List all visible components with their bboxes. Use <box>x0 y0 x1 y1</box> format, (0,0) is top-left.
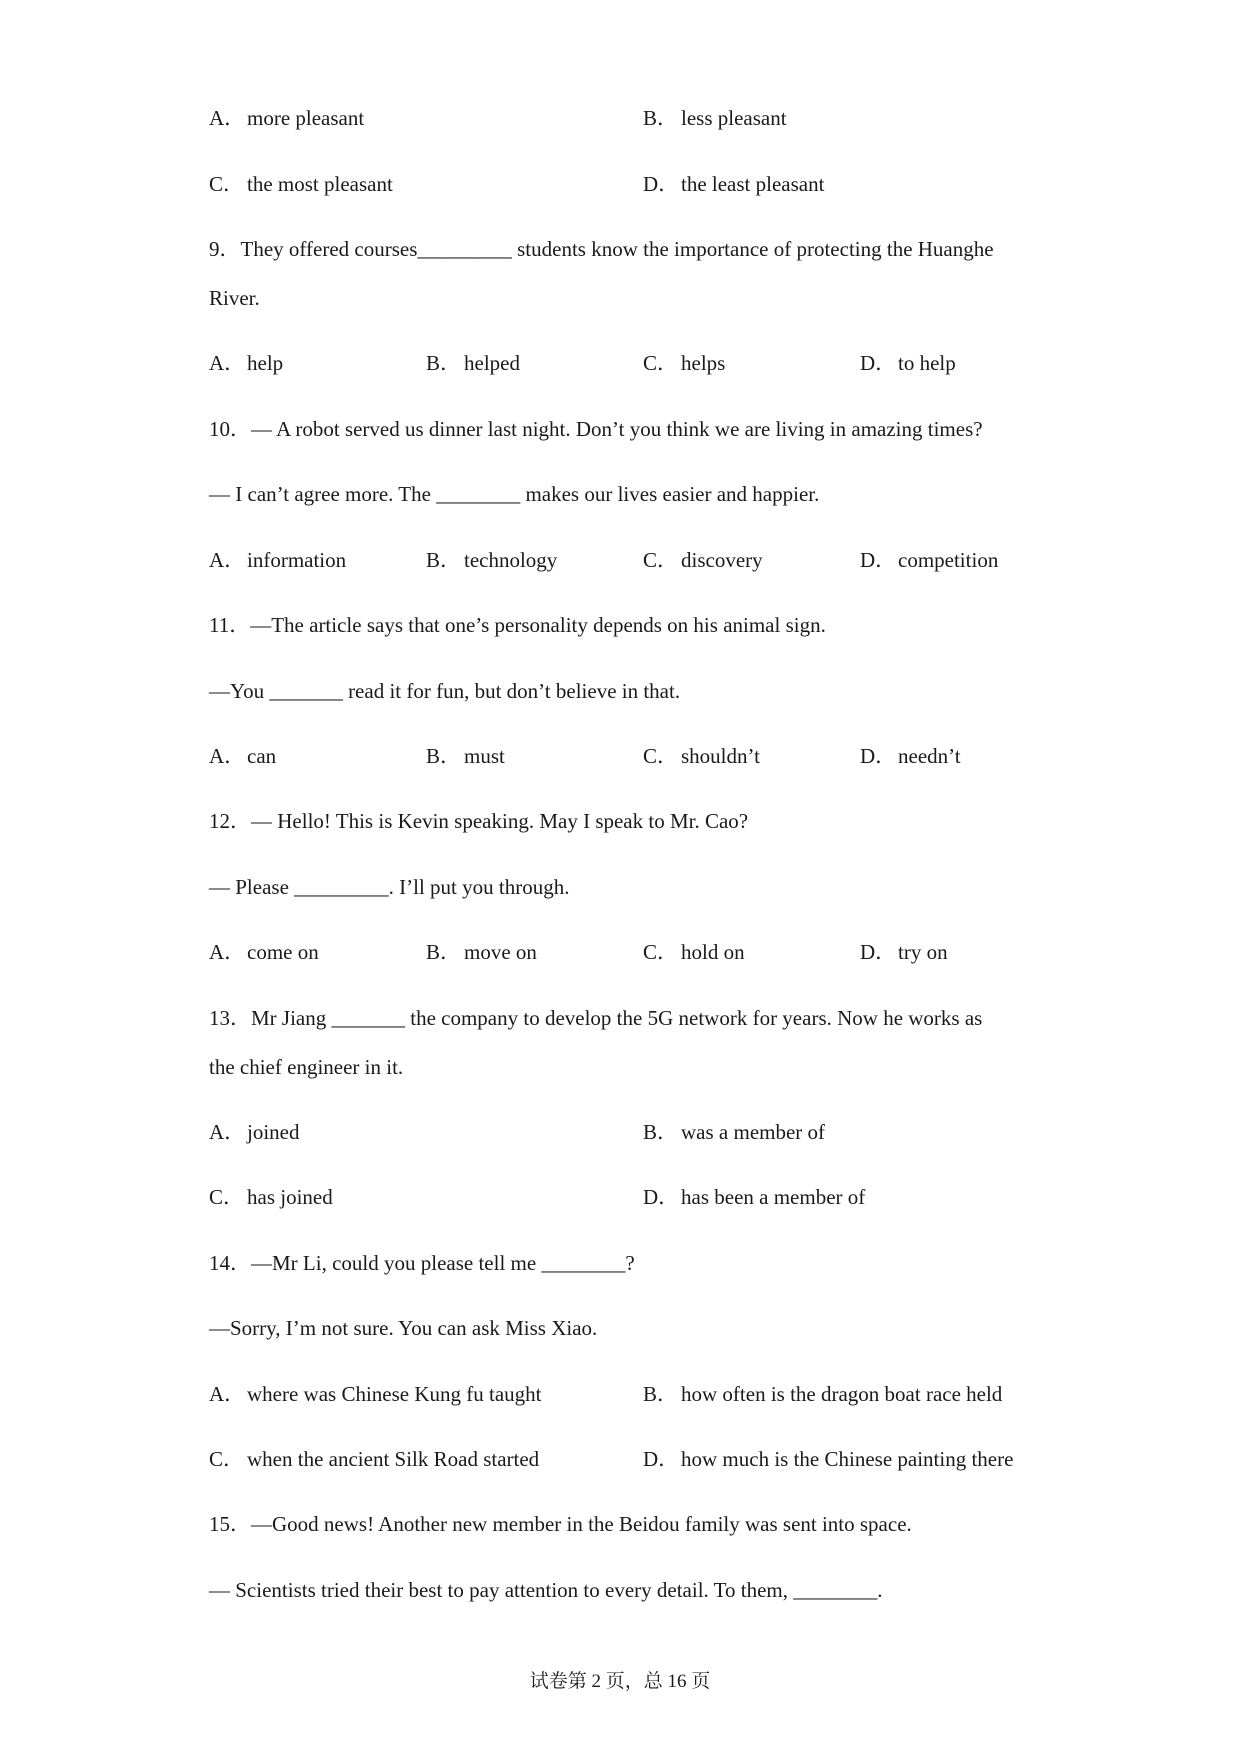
option-letter: C． <box>643 940 679 964</box>
option-text: can <box>247 744 277 768</box>
option-text: when the ancient Silk Road started <box>247 1447 540 1471</box>
q8-option-b <box>643 108 787 129</box>
q12-option-a <box>209 942 319 963</box>
option-text: move on <box>464 940 537 964</box>
option-letter: D． <box>860 744 897 768</box>
q13-option-d <box>643 1187 865 1208</box>
q8-option-a <box>209 108 364 129</box>
q10-option-b <box>426 550 557 571</box>
q12-option-b <box>426 942 537 963</box>
option-letter: A． <box>209 1120 246 1144</box>
option-text: how much is the Chinese painting there <box>681 1447 1014 1471</box>
option-text: joined <box>247 1120 300 1144</box>
option-text: discovery <box>681 548 763 572</box>
q14-option-b <box>643 1384 1002 1405</box>
option-letter: A． <box>209 940 246 964</box>
q9-option-c <box>643 353 725 374</box>
q14-option-d <box>643 1449 1013 1470</box>
q14-stem-line-1: 14．—Mr Li, could you please tell me ________? <box>209 1251 635 1275</box>
q13-option-c <box>209 1187 333 1208</box>
option-letter: C． <box>643 548 679 572</box>
option-letter: D． <box>860 548 897 572</box>
option-letter: D． <box>643 1185 680 1209</box>
q11-stem-line-1: 11．—The article says that one’s personality depends on his animal sign. <box>209 613 826 637</box>
option-letter: B． <box>426 940 462 964</box>
option-text: has joined <box>247 1185 333 1209</box>
q11-option-b <box>426 746 505 767</box>
option-text: competition <box>898 548 999 572</box>
option-text: shouldn’t <box>681 744 760 768</box>
option-letter: A． <box>209 351 246 375</box>
q9-option-d <box>860 353 956 374</box>
option-text: to help <box>898 351 956 375</box>
q13-stem-line-1: 13．Mr Jiang _______ the company to develop the 5G network for years. Now he works as <box>209 1006 983 1030</box>
option-letter: B． <box>426 548 462 572</box>
q13-stem-line-2: the chief engineer in it. <box>209 1055 404 1079</box>
option-text: technology <box>464 548 558 572</box>
option-letter: C． <box>209 1185 245 1209</box>
option-text: the most pleasant <box>247 172 393 196</box>
option-text: help <box>247 351 284 375</box>
q14-option-a <box>209 1384 542 1405</box>
q8-option-d <box>643 174 824 195</box>
q11-option-c <box>643 746 760 767</box>
option-text: where was Chinese Kung fu taught <box>247 1382 542 1406</box>
q10-option-d <box>860 550 998 571</box>
option-text: needn’t <box>898 744 961 768</box>
option-text: less pleasant <box>681 106 787 130</box>
q13-option-a <box>209 1122 300 1143</box>
option-letter: A． <box>209 548 246 572</box>
option-letter: D． <box>860 940 897 964</box>
option-text: more pleasant <box>247 106 365 130</box>
page-footer: 试卷第 2 页，总 16 页 <box>529 1671 711 1692</box>
option-letter: C． <box>209 172 245 196</box>
q14-option-c <box>209 1449 539 1470</box>
option-text: was a member of <box>681 1120 826 1144</box>
q11-option-d <box>860 746 961 767</box>
q10-option-c <box>643 550 763 571</box>
option-text: helped <box>464 351 520 375</box>
q10-stem-line-1: 10．— A robot served us dinner last night. Don’t you think we are living in amazing times? <box>209 417 983 441</box>
option-letter: B． <box>426 744 462 768</box>
option-text: how often is the dragon boat race held <box>681 1382 1003 1406</box>
option-letter: C． <box>643 744 679 768</box>
q14-stem-line-2: —Sorry, I’m not sure. You can ask Miss Xiao. <box>209 1316 598 1340</box>
q12-stem-line-1: 12．— Hello! This is Kevin speaking. May I speak to Mr. Cao? <box>209 809 749 833</box>
q9-stem-line-2: River. <box>209 286 260 310</box>
q15-stem-line-2: — Scientists tried their best to pay attention to every detail. To them, ________. <box>209 1578 883 1602</box>
q15-stem-line-1: 15．—Good news! Another new member in the Beidou family was sent into space. <box>209 1512 912 1536</box>
option-text: come on <box>247 940 319 964</box>
q12-stem-line-2: — Please _________. I’ll put you through. <box>209 875 570 899</box>
q9-option-b <box>426 353 520 374</box>
option-letter: D． <box>643 172 680 196</box>
option-letter: B． <box>643 1382 679 1406</box>
q10-stem-line-2: — I can’t agree more. The ________ makes our lives easier and happier. <box>209 482 820 506</box>
option-letter: B． <box>426 351 462 375</box>
option-text: must <box>464 744 505 768</box>
option-letter: B． <box>643 1120 679 1144</box>
q12-option-c <box>643 942 745 963</box>
option-letter: D． <box>860 351 897 375</box>
option-letter: D． <box>643 1447 680 1471</box>
option-letter: A． <box>209 744 246 768</box>
q8-option-c <box>209 174 393 195</box>
q9-option-a <box>209 353 283 374</box>
q13-option-b <box>643 1122 825 1143</box>
option-letter: B． <box>643 106 679 130</box>
q12-option-d <box>860 942 948 963</box>
option-letter: A． <box>209 106 246 130</box>
q10-option-a <box>209 550 346 571</box>
option-letter: A． <box>209 1382 246 1406</box>
q9-stem-line-1: 9．They offered courses_________ students know the importance of protecting the Huanghe <box>209 237 994 261</box>
option-text: helps <box>681 351 726 375</box>
option-text: information <box>247 548 347 572</box>
option-text: has been a member of <box>681 1185 866 1209</box>
option-letter: C． <box>643 351 679 375</box>
option-text: try on <box>898 940 948 964</box>
q11-stem-line-2: —You _______ read it for fun, but don’t believe in that. <box>209 679 681 703</box>
option-letter: C． <box>209 1447 245 1471</box>
option-text: hold on <box>681 940 745 964</box>
q11-option-a <box>209 746 276 767</box>
option-text: the least pleasant <box>681 172 825 196</box>
